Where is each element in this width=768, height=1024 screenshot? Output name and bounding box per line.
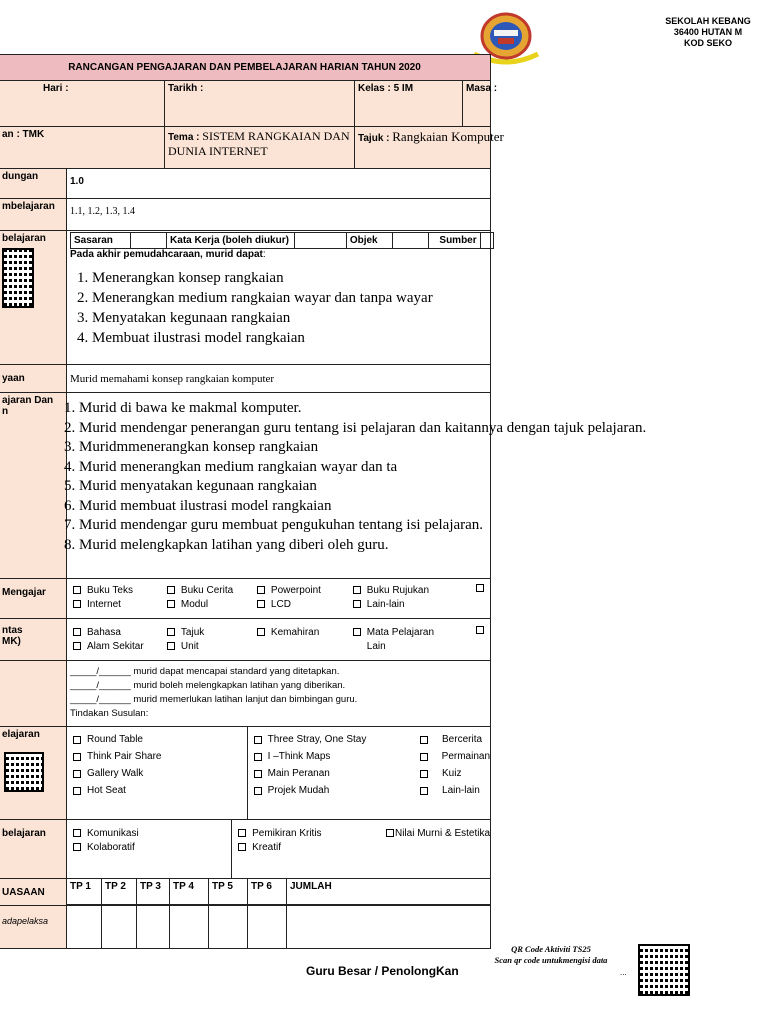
checkbox[interactable] [73, 736, 81, 744]
pak21-label: elajaran [2, 729, 40, 740]
option-label: Main Peranan [267, 768, 330, 779]
bbm-label: Mengajar [0, 579, 67, 619]
tp-header-table [67, 879, 490, 905]
tarikh-field: Tarikh : [165, 81, 355, 127]
school-code: KOD SEKO [683, 38, 732, 48]
ebe-label: ntas [2, 625, 23, 636]
tp5-value[interactable] [209, 906, 248, 948]
tp5-header: TP 5 [209, 879, 248, 905]
checkbox[interactable] [73, 787, 81, 795]
blank-header [480, 233, 493, 249]
option-label: Projek Mudah [267, 785, 330, 796]
list-item: 7. Murid mendengar guru membuat pengukuhan tentang isi pelajaran. [79, 516, 719, 536]
list-item: 1. Murid di bawa ke makmal komputer. [79, 399, 719, 419]
tp6-header: TP 6 [248, 879, 287, 905]
checkbox[interactable] [167, 600, 175, 608]
checkbox[interactable] [73, 843, 81, 851]
kejayaan-label: yaan [0, 365, 67, 393]
option-label: Three Stray, One Stay [267, 734, 367, 745]
checkbox[interactable] [257, 628, 265, 636]
option-label: Kolaboratif [87, 841, 135, 853]
school-header [648, 16, 768, 49]
option-label: Pemikiran Kritis [252, 827, 322, 839]
kemahiran-label: belajaran [0, 820, 67, 879]
option-label: Alam Sekitar [87, 640, 144, 652]
option-label: Nilai Murni & Estetika [394, 827, 491, 839]
option-label: LCD [270, 598, 291, 610]
checkbox[interactable] [73, 600, 81, 608]
masa-field: Masa : [463, 81, 491, 127]
aktiviti-list [31, 399, 719, 555]
objektif-colon: : [262, 249, 266, 260]
blank-header [392, 233, 428, 249]
penguasaan-sublabel: adapelaksa [0, 906, 67, 949]
list-item: 8. Murid melengkapkan latihan yang diberi oleh guru. [79, 536, 719, 556]
list-item: 4. Membuat ilustrasi model rangkaian [92, 328, 490, 348]
jumlah-header: JUMLAH [287, 879, 491, 905]
list-item: 2. Murid mendengar penerangan guru tentang isi pelajaran dan kaitannya dengan tajuk pelajaran. [79, 419, 719, 439]
option-label: Buku Rujukan [366, 584, 430, 596]
jumlah-value[interactable] [287, 906, 491, 948]
checkbox[interactable] [420, 770, 428, 778]
objektif-label-cell [0, 231, 67, 365]
option-label: Internet [87, 598, 121, 610]
blank-header [294, 233, 346, 249]
checkbox[interactable] [167, 642, 175, 650]
plan-title: RANCANGAN PENGAJARAN DAN PEMBELAJARAN HARIAN TAHUN 2020 [0, 55, 491, 81]
aktiviti-label: ajaran Dan [2, 395, 54, 406]
checkbox[interactable] [254, 736, 262, 744]
qr-subtitle: Scan qr code untukmengisi data [494, 955, 608, 965]
option-label: Kreatif [252, 841, 281, 853]
option-label: Kuiz [442, 768, 462, 779]
list-item: 2. Menerangkan medium rangkaian wayar dan tanpa wayar [92, 288, 490, 308]
option-label: Buku Teks [87, 584, 133, 596]
qr-code-icon[interactable] [4, 752, 44, 792]
qr-code-icon[interactable] [2, 248, 34, 308]
tajuk-cell [355, 127, 504, 169]
sp-value: 1.1, 1.2, 1.3, 1.4 [67, 199, 491, 231]
checkbox[interactable] [167, 586, 175, 594]
kejayaan-value: Murid memahami konsep rangkaian komputer [67, 365, 491, 393]
checkbox[interactable] [476, 626, 484, 634]
tindakan-susulan-label: Tindakan Susulan: [70, 708, 149, 719]
option-label: I –Think Maps [267, 751, 331, 762]
objektif-list [70, 268, 490, 348]
blank-header [131, 233, 167, 249]
sp-label: mbelajaran [0, 199, 67, 231]
checkbox[interactable] [73, 642, 81, 650]
dots: ... [620, 968, 627, 977]
kelas-field: Kelas : 5 IM [355, 81, 463, 127]
qr-title: QR Code Aktiviti TS25 [511, 944, 591, 954]
option-label: Bercerita [442, 734, 483, 745]
list-item: 1. Menerangkan konsep rangkaian [92, 268, 490, 288]
tp3-header: TP 3 [137, 879, 170, 905]
objektif-cell [67, 231, 491, 365]
tajuk-label: Tajuk : [358, 133, 390, 144]
list-item: 4. Murid menerangkan medium rangkaian wayar dan ta [79, 458, 719, 478]
option-label: Lain [366, 640, 386, 652]
refleksi-cell [67, 661, 491, 727]
refleksi-line: _____/______ murid dapat mencapai standard yang ditetapkan. [70, 666, 340, 677]
option-label: Mata Pelajaran [366, 626, 435, 638]
penguasaan-label: UASAAN [0, 879, 67, 906]
checkbox[interactable] [420, 736, 428, 744]
ebe-cell [67, 619, 491, 661]
checkbox[interactable] [476, 584, 484, 592]
sasaran-header: Sasaran [71, 233, 131, 249]
checkbox[interactable] [73, 628, 81, 636]
kata-kerja-header: Kata Kerja (boleh diukur) [167, 233, 295, 249]
checkbox[interactable] [73, 753, 81, 761]
checkbox[interactable] [386, 829, 394, 837]
option-label: Bahasa [87, 626, 121, 638]
tema-cell [165, 127, 355, 169]
checkbox[interactable] [167, 628, 175, 636]
penguasaan-header-cell [67, 879, 491, 906]
tp4-header: TP 4 [170, 879, 209, 905]
tp4-value[interactable] [170, 906, 209, 948]
option-label: Gallery Walk [87, 768, 144, 779]
kandungan-value: 1.0 [67, 169, 491, 199]
tp1-value[interactable] [67, 906, 102, 948]
checkbox[interactable] [238, 829, 246, 837]
option-label: Lain-lain [366, 598, 405, 610]
checkbox[interactable] [73, 770, 81, 778]
tema-label: Tema : [168, 132, 200, 143]
checkbox[interactable] [353, 586, 361, 594]
tema-value: SISTEM RANGKAIAN DAN DUNIA INTERNET [168, 129, 350, 158]
kandungan-label: dungan [0, 169, 67, 199]
list-item: 3. Menyatakan kegunaan rangkaian [92, 308, 490, 328]
option-label: Powerpoint [270, 584, 321, 596]
list-item: 3. Muridmmenerangkan konsep rangkaian [79, 438, 719, 458]
school-address: 36400 HUTAN M [673, 27, 743, 37]
tp1-header: TP 1 [67, 879, 102, 905]
sumber-header: Sumber [428, 233, 480, 249]
option-label: Komunikasi [87, 827, 139, 839]
checkbox[interactable] [353, 628, 361, 636]
objektif-header-table [70, 232, 494, 249]
checkbox[interactable] [257, 586, 265, 594]
list-item: 5. Murid menyatakan kegunaan rangkaian [79, 477, 719, 497]
tp3-value[interactable] [137, 906, 170, 948]
subject-field: an : TMK [0, 127, 165, 169]
list-item: 6. Murid membuat ilustrasi model rangkaian [79, 497, 719, 517]
school-name: SEKOLAH KEBANG [665, 16, 751, 26]
objektif-label: belajaran [2, 233, 46, 244]
aktiviti-label-2: n [2, 406, 9, 417]
checkbox[interactable] [257, 600, 265, 608]
option-label: Lain-lain [442, 785, 480, 796]
objek-header: Objek [346, 233, 392, 249]
refleksi-label [0, 661, 67, 727]
guru-besar-signature: Guru Besar / PenolongKan [306, 964, 459, 978]
refleksi-line: _____/______ murid memerlukan latihan lanjut dan bimbingan guru. [70, 694, 358, 705]
tp6-value[interactable] [248, 906, 287, 948]
tajuk-value: Rangkaian Komputer [392, 129, 504, 144]
checkbox[interactable] [254, 770, 262, 778]
option-label: Unit [180, 640, 199, 652]
option-label: Permainan [441, 751, 491, 762]
qr-code-icon[interactable] [638, 944, 690, 996]
hari-field: Hari : [0, 81, 165, 127]
kemahiran-cell [67, 820, 491, 879]
qr-caption [476, 944, 626, 966]
checkbox[interactable] [254, 787, 262, 795]
aktiviti-cell [67, 393, 647, 579]
checkbox[interactable] [73, 586, 81, 594]
option-label: Buku Cerita [180, 584, 234, 596]
option-label: Modul [180, 598, 209, 610]
checkbox[interactable] [254, 753, 262, 761]
option-label: Hot Seat [87, 785, 126, 796]
checkbox[interactable] [420, 753, 428, 761]
option-label: Round Table [87, 734, 143, 745]
checkbox[interactable] [73, 829, 81, 837]
bbm-cell [67, 579, 491, 619]
checkbox[interactable] [420, 787, 428, 795]
refleksi-line: _____/______ murid boleh melengkapkan latihan yang diberikan. [70, 680, 346, 691]
option-label: Tajuk [180, 626, 205, 638]
pak21-cell [67, 727, 491, 820]
checkbox[interactable] [238, 843, 246, 851]
option-label: Kemahiran [270, 626, 320, 638]
ebe-label-2: MK) [2, 636, 21, 647]
tp2-value[interactable] [102, 906, 137, 948]
checkbox[interactable] [353, 600, 361, 608]
option-label: Think Pair Share [87, 751, 162, 762]
objektif-intro: Pada akhir pemudahcaraan, murid dapat [70, 249, 263, 260]
pak21-label-cell [0, 727, 67, 820]
ebe-label-cell [0, 619, 67, 661]
tp-values-table [67, 906, 490, 948]
penguasaan-values-cell [67, 906, 491, 949]
tp2-header: TP 2 [102, 879, 137, 905]
